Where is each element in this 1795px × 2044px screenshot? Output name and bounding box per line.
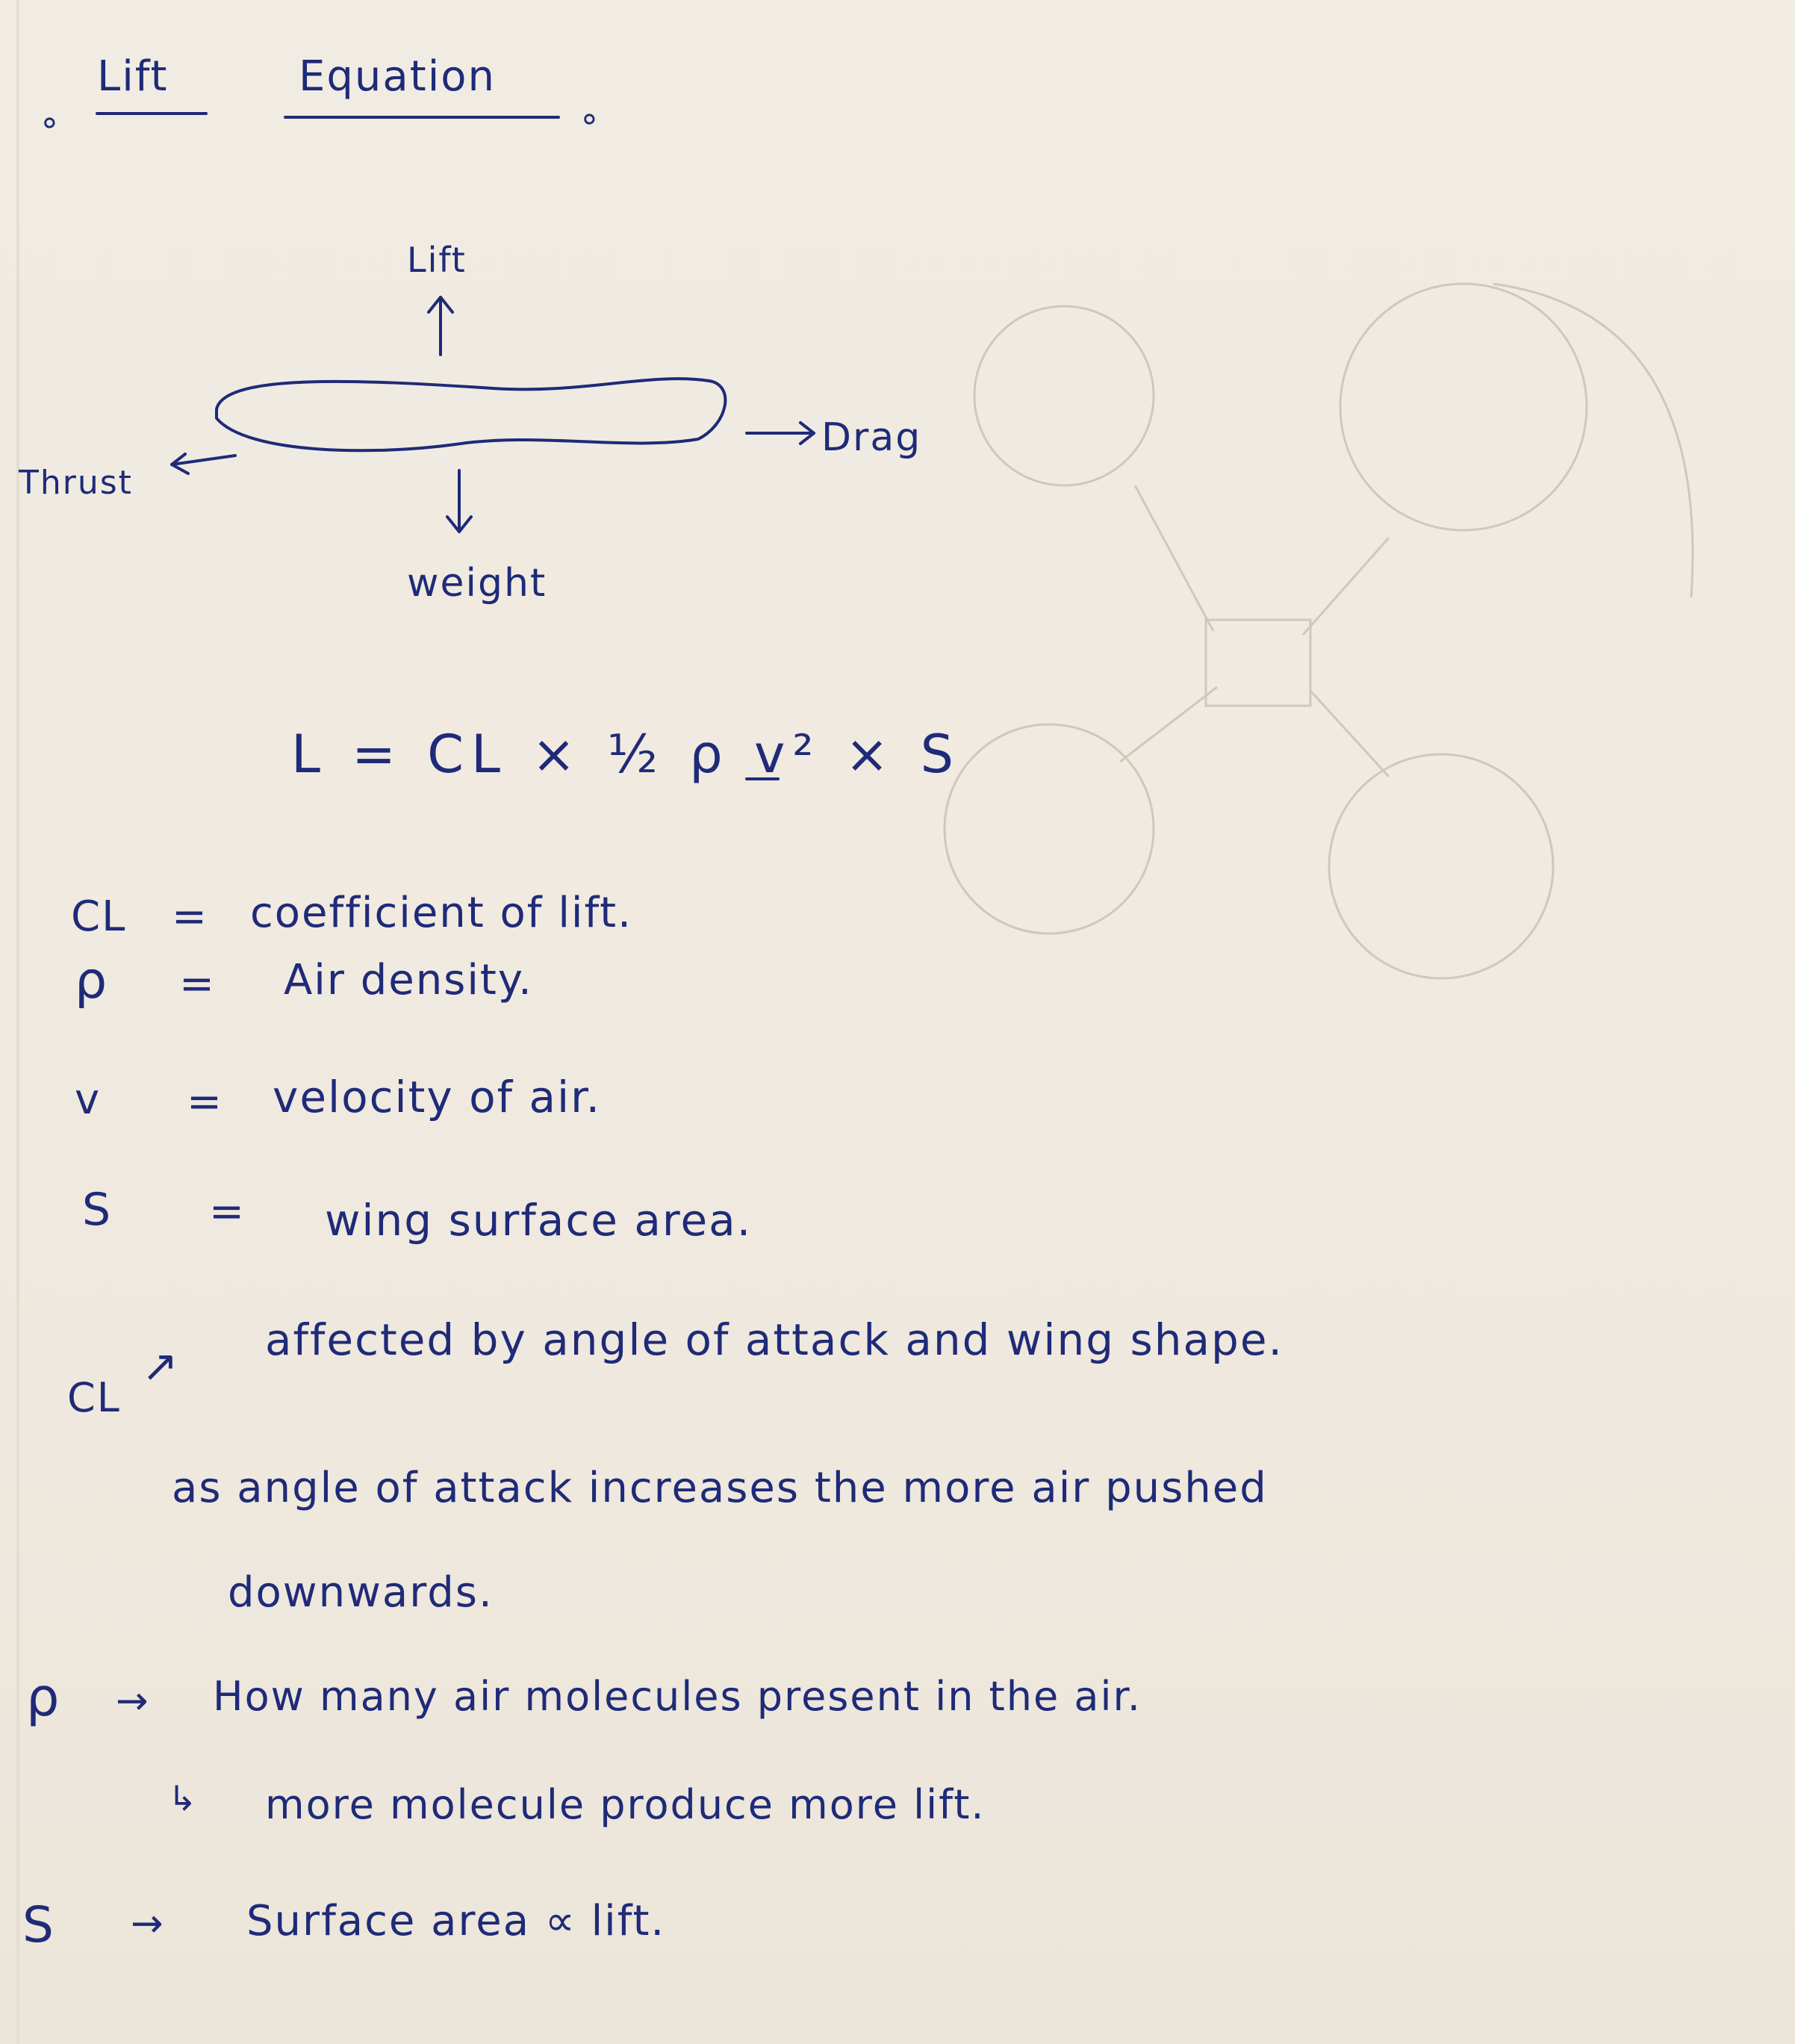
note-rho-sub-arrow: ↳ — [168, 1778, 199, 1818]
definition-equals: = — [179, 960, 216, 1008]
note-angle-line2: downwards. — [228, 1568, 494, 1617]
note-rho-arrow: → — [116, 1679, 150, 1724]
lift-equation: L = CL × ½ ρ v² × S — [291, 724, 962, 785]
definition-symbol: ρ — [75, 951, 109, 1010]
weight-arrow — [447, 470, 471, 532]
title-close-mark: ∘ — [579, 98, 602, 138]
title-lift-underline — [96, 112, 208, 115]
definition-symbol: CL — [71, 892, 127, 941]
definition-equals: = — [187, 1078, 223, 1126]
title-lift: Lift — [97, 52, 169, 101]
note-rho-symbol: ρ — [26, 1667, 61, 1728]
definition-symbol: v — [75, 1075, 102, 1124]
note-s-text: Surface area ∝ lift. — [246, 1897, 666, 1945]
definition-text: coefficient of lift. — [250, 889, 632, 937]
note-angle-line1: as angle of attack increases the more air pushed — [172, 1464, 1268, 1512]
diagram-lift-label: Lift — [407, 240, 467, 280]
definition-text: wing surface area. — [325, 1195, 753, 1246]
note-cl-symbol: CL — [67, 1374, 121, 1421]
aircraft-body-outline — [217, 379, 725, 450]
title-equation-underline — [284, 116, 560, 119]
show-through-sketch — [945, 284, 1693, 978]
title-open-mark: ∘ — [39, 102, 62, 142]
diagram-weight-label: weight — [407, 561, 547, 606]
definition-symbol: S — [82, 1184, 113, 1236]
note-cl-text: affected by angle of attack and wing shape. — [265, 1314, 1284, 1365]
title-equation: Equation — [299, 52, 497, 101]
definition-text: Air density. — [284, 956, 533, 1004]
definition-text: velocity of air. — [273, 1072, 602, 1122]
lift-arrow — [429, 297, 452, 355]
note-rho-sub-text: more molecule produce more lift. — [265, 1781, 986, 1828]
definition-equals: = — [172, 892, 208, 941]
definition-equals: = — [209, 1187, 246, 1236]
note-s-symbol: S — [22, 1896, 55, 1954]
diagram-thrust-label: Thrust — [19, 464, 133, 502]
diagram-drag-label: Drag — [821, 415, 922, 460]
note-s-arrow: → — [131, 1901, 165, 1946]
note-rho-text: How many air molecules present in the air. — [213, 1673, 1142, 1720]
thrust-arrow — [172, 454, 235, 473]
drag-arrow — [747, 423, 814, 444]
note-cl-arrow: ↗ — [142, 1341, 180, 1391]
